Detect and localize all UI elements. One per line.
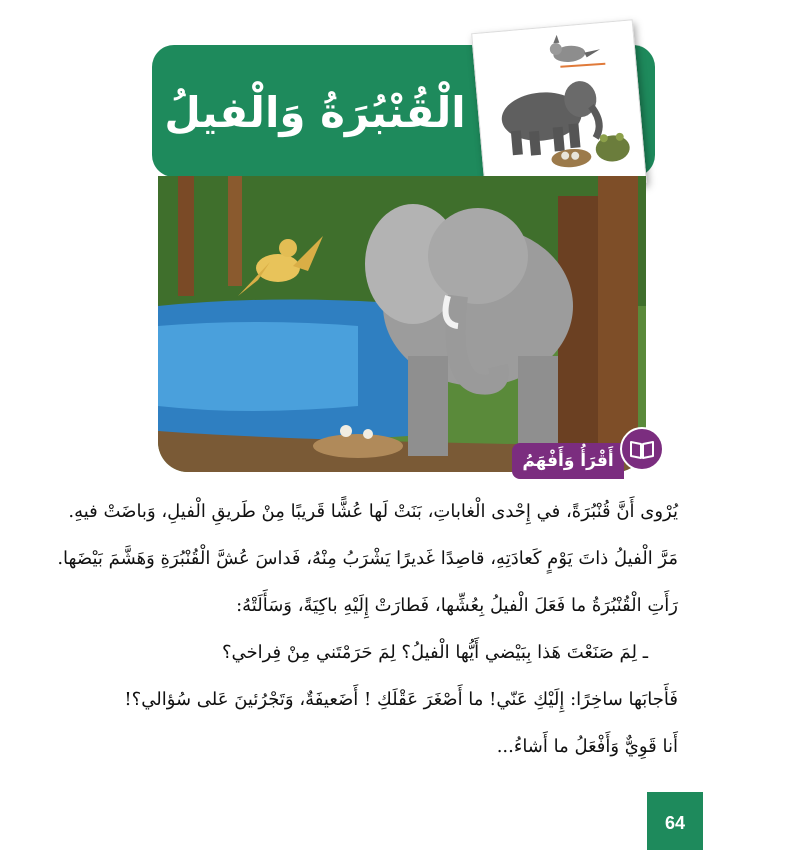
story-paragraph: فَأَجابَها ساخِرًا: إِلَيْكِ عَنّي! ما أَصْغَرَ عَقْلَكِ ! أَضَعيفَةٌ، وَتَجْرُئينَ عَلى سُؤالي؟! xyxy=(124,689,678,710)
story-paragraph: رَأَتِ الْقُنْبُرَةُ ما فَعَلَ الْفيلُ بِعُشِّها، فَطارَتْ إِلَيْهِ باكِيَةً، وَسَأَلَتْهُ: xyxy=(236,595,678,616)
story-illustration xyxy=(158,176,646,472)
story-paragraph: أَنا قَوِيٌّ وَأَفْعَلُ ما أَشاءُ... xyxy=(496,736,678,757)
story-paragraph: مَرَّ الْفيلُ ذاتَ يَوْمٍ كَعادَتِهِ، قاصِدًا غَديرًا يَشْرَبُ مِنْهُ، فَداسَ عُشَّ الْقُنْبُرَةِ وَهَشَّمَ بَيْضَها. xyxy=(57,548,678,569)
page-title: الْقُنْبُرَةُ وَالْفيلُ xyxy=(164,88,466,137)
thumbnail-photo xyxy=(471,19,647,196)
page-number: 64 xyxy=(647,792,703,850)
story-text xyxy=(57,497,678,779)
open-book-icon xyxy=(620,427,664,471)
story-paragraph: ـ لِمَ صَنَعْتَ هَذا بِبَيْضي أَيُّها الْفيلُ؟ لِمَ حَرَمْتَني مِنْ فِراخي؟ xyxy=(221,642,648,663)
section-tag: أَقْرَأُ وَأَفْهَمُ xyxy=(512,443,624,479)
story-paragraph: يُرْوى أَنَّ قُنْبُرَةً، في إِحْدى الْغاباتِ، بَنَتْ لَها عُشًّا قَريبًا مِنْ طَريقِ الْفيلِ، وَباضَتْ فيهِ. xyxy=(68,501,678,522)
